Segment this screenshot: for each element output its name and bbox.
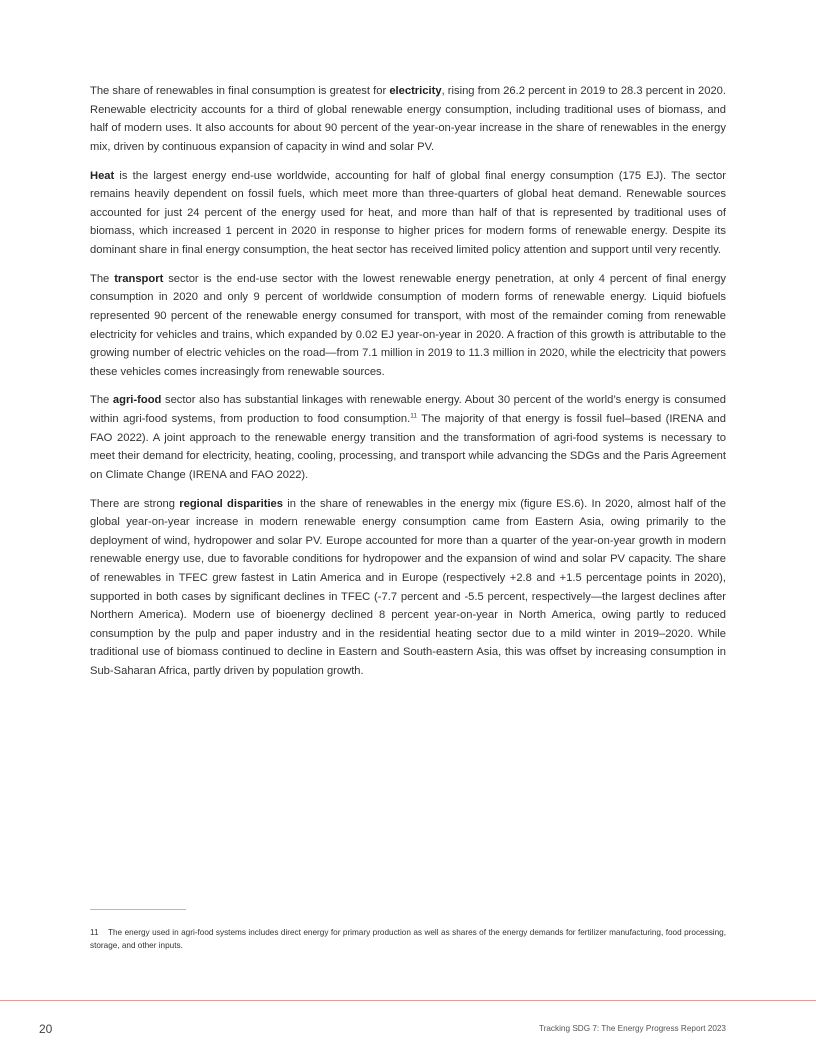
keyword-regional-disparities: regional disparities (179, 497, 283, 510)
paragraph-regional-disparities (90, 495, 726, 681)
footnote-divider (90, 909, 186, 910)
paragraph-text: , rising from 26.2 percent in 2019 to 28.3 percent in 2020. Renewable electricity accounts for a third of global renewable energy consumption, including traditional uses of biomass, and half of modern uses. It also accounts for about 90 percent of the year-on-year increase in the share of renewables in the energy mix, driven by continuous expansion of capacity in wind and solar PV. (90, 85, 726, 153)
paragraph-text: The majority of that energy is fossil fuel–based (IRENA and FAO 2022). A joint approach to the renewable energy transition and the transformation of agri-food systems is necessary to meet their demand for electricity, heating, cooling, processing, and transport while advancing the SDGs and the Paris Agreement on Climate Change (IRENA and FAO 2022). (90, 413, 726, 481)
keyword-electricity: electricity (389, 85, 442, 97)
running-title: Tracking SDG 7: The Energy Progress Report 2023 (538, 1024, 726, 1033)
footer-divider (0, 1000, 816, 1001)
paragraph-text: There are strong (90, 497, 180, 510)
paragraph-text: The (90, 394, 113, 407)
keyword-transport: transport (114, 272, 164, 285)
paragraph-agri-food (90, 391, 726, 484)
footnote-number: 11 (90, 928, 99, 937)
paragraph-text: The (90, 272, 115, 285)
footnote-text: The energy used in agri-food systems includes direct energy for primary production as well as shares of the energy demands for fertilizer manufacturing, food processing, storage, and other inputs. (90, 928, 726, 950)
footnote-reference[interactable]: 11 (410, 412, 417, 420)
paragraph-text: sector is the end-use sector with the lowest renewable energy penetration, at only 4 percent of final energy consumption in 2020 and only 9 percent of worldwide consumption of modern forms of renewable energy. Liquid biofuels represented 90 percent of the renewable energy consumed for transport, with most of the remainder coming from renewable electricity for vehicles and trains, which expanded by 0.02 EJ year-on-year in 2020. A fraction of this growth is attributable to the growing number of electric vehicles on the road—from 7.1 million in 2019 to 11.3 million in 2020, while the electricity that powers these vehicles comes increasingly from renewable sources. (90, 272, 727, 378)
paragraph-text: sector also has substantial linkages with renewable energy. About 30 percent of the world’s energy is consumed within agri-food systems, from production to food consumption. (90, 394, 726, 426)
main-body-text (90, 82, 726, 691)
paragraph-text: is the largest energy end-use worldwide, accounting for half of global final energy consumption (175 EJ). The sector remains heavily dependent on fossil fuels, which meet more than three-quarters of global heat demand. Renewable sources accounted for just 24 percent of the energy used for heat, and more than half of that is represented by traditional uses of biomass, which increased 1 percent in 2020 in response to higher prices for modern forms of renewable energy. Despite its dominant share in final energy consumption, the heat sector has received limited policy attention and support until very recently. (90, 169, 726, 256)
page-number: 20 (39, 1022, 53, 1036)
footnote (90, 926, 726, 952)
keyword-agri-food: agri-food (112, 394, 162, 407)
paragraph-electricity (90, 82, 726, 156)
keyword-heat: Heat (90, 169, 115, 182)
paragraph-text: The share of renewables in final consumption is greatest for (90, 85, 390, 97)
paragraph-heat (90, 167, 726, 260)
paragraph-transport (90, 270, 726, 382)
paragraph-text: in the share of renewables in the energy mix (figure ES.6). In 2020, almost half of the global year-on-year increase in modern renewable energy consumption came from Eastern Asia, owing primarily to the deployment of wind, hydropower and solar PV. Europe accounted for more than a quarter of the year-on-year growth in modern renewable energy use, due to favorable conditions for hydropower and the expansion of wind and solar PV capacity. The share of renewables in TFEC grew fastest in Latin America and in Europe (respectively +2.8 and +1.5 percentage points in 2020), supported in both cases by significant declines in TFEC (-7.7 percent and -5.5 percent, respectively—the largest declines after Northern America). Modern use of bioenergy declined 8 percent year-on-year in North America, owing partly to reduced consumption by the pulp and paper industry and in the residential heating sector due to a mild winter in 2019–2020. While traditional use of biomass continued to decline in Eastern and South-eastern Asia, this was offset by increasing consumption in Sub-Saharan Africa, partly driven by population growth. (90, 497, 726, 677)
